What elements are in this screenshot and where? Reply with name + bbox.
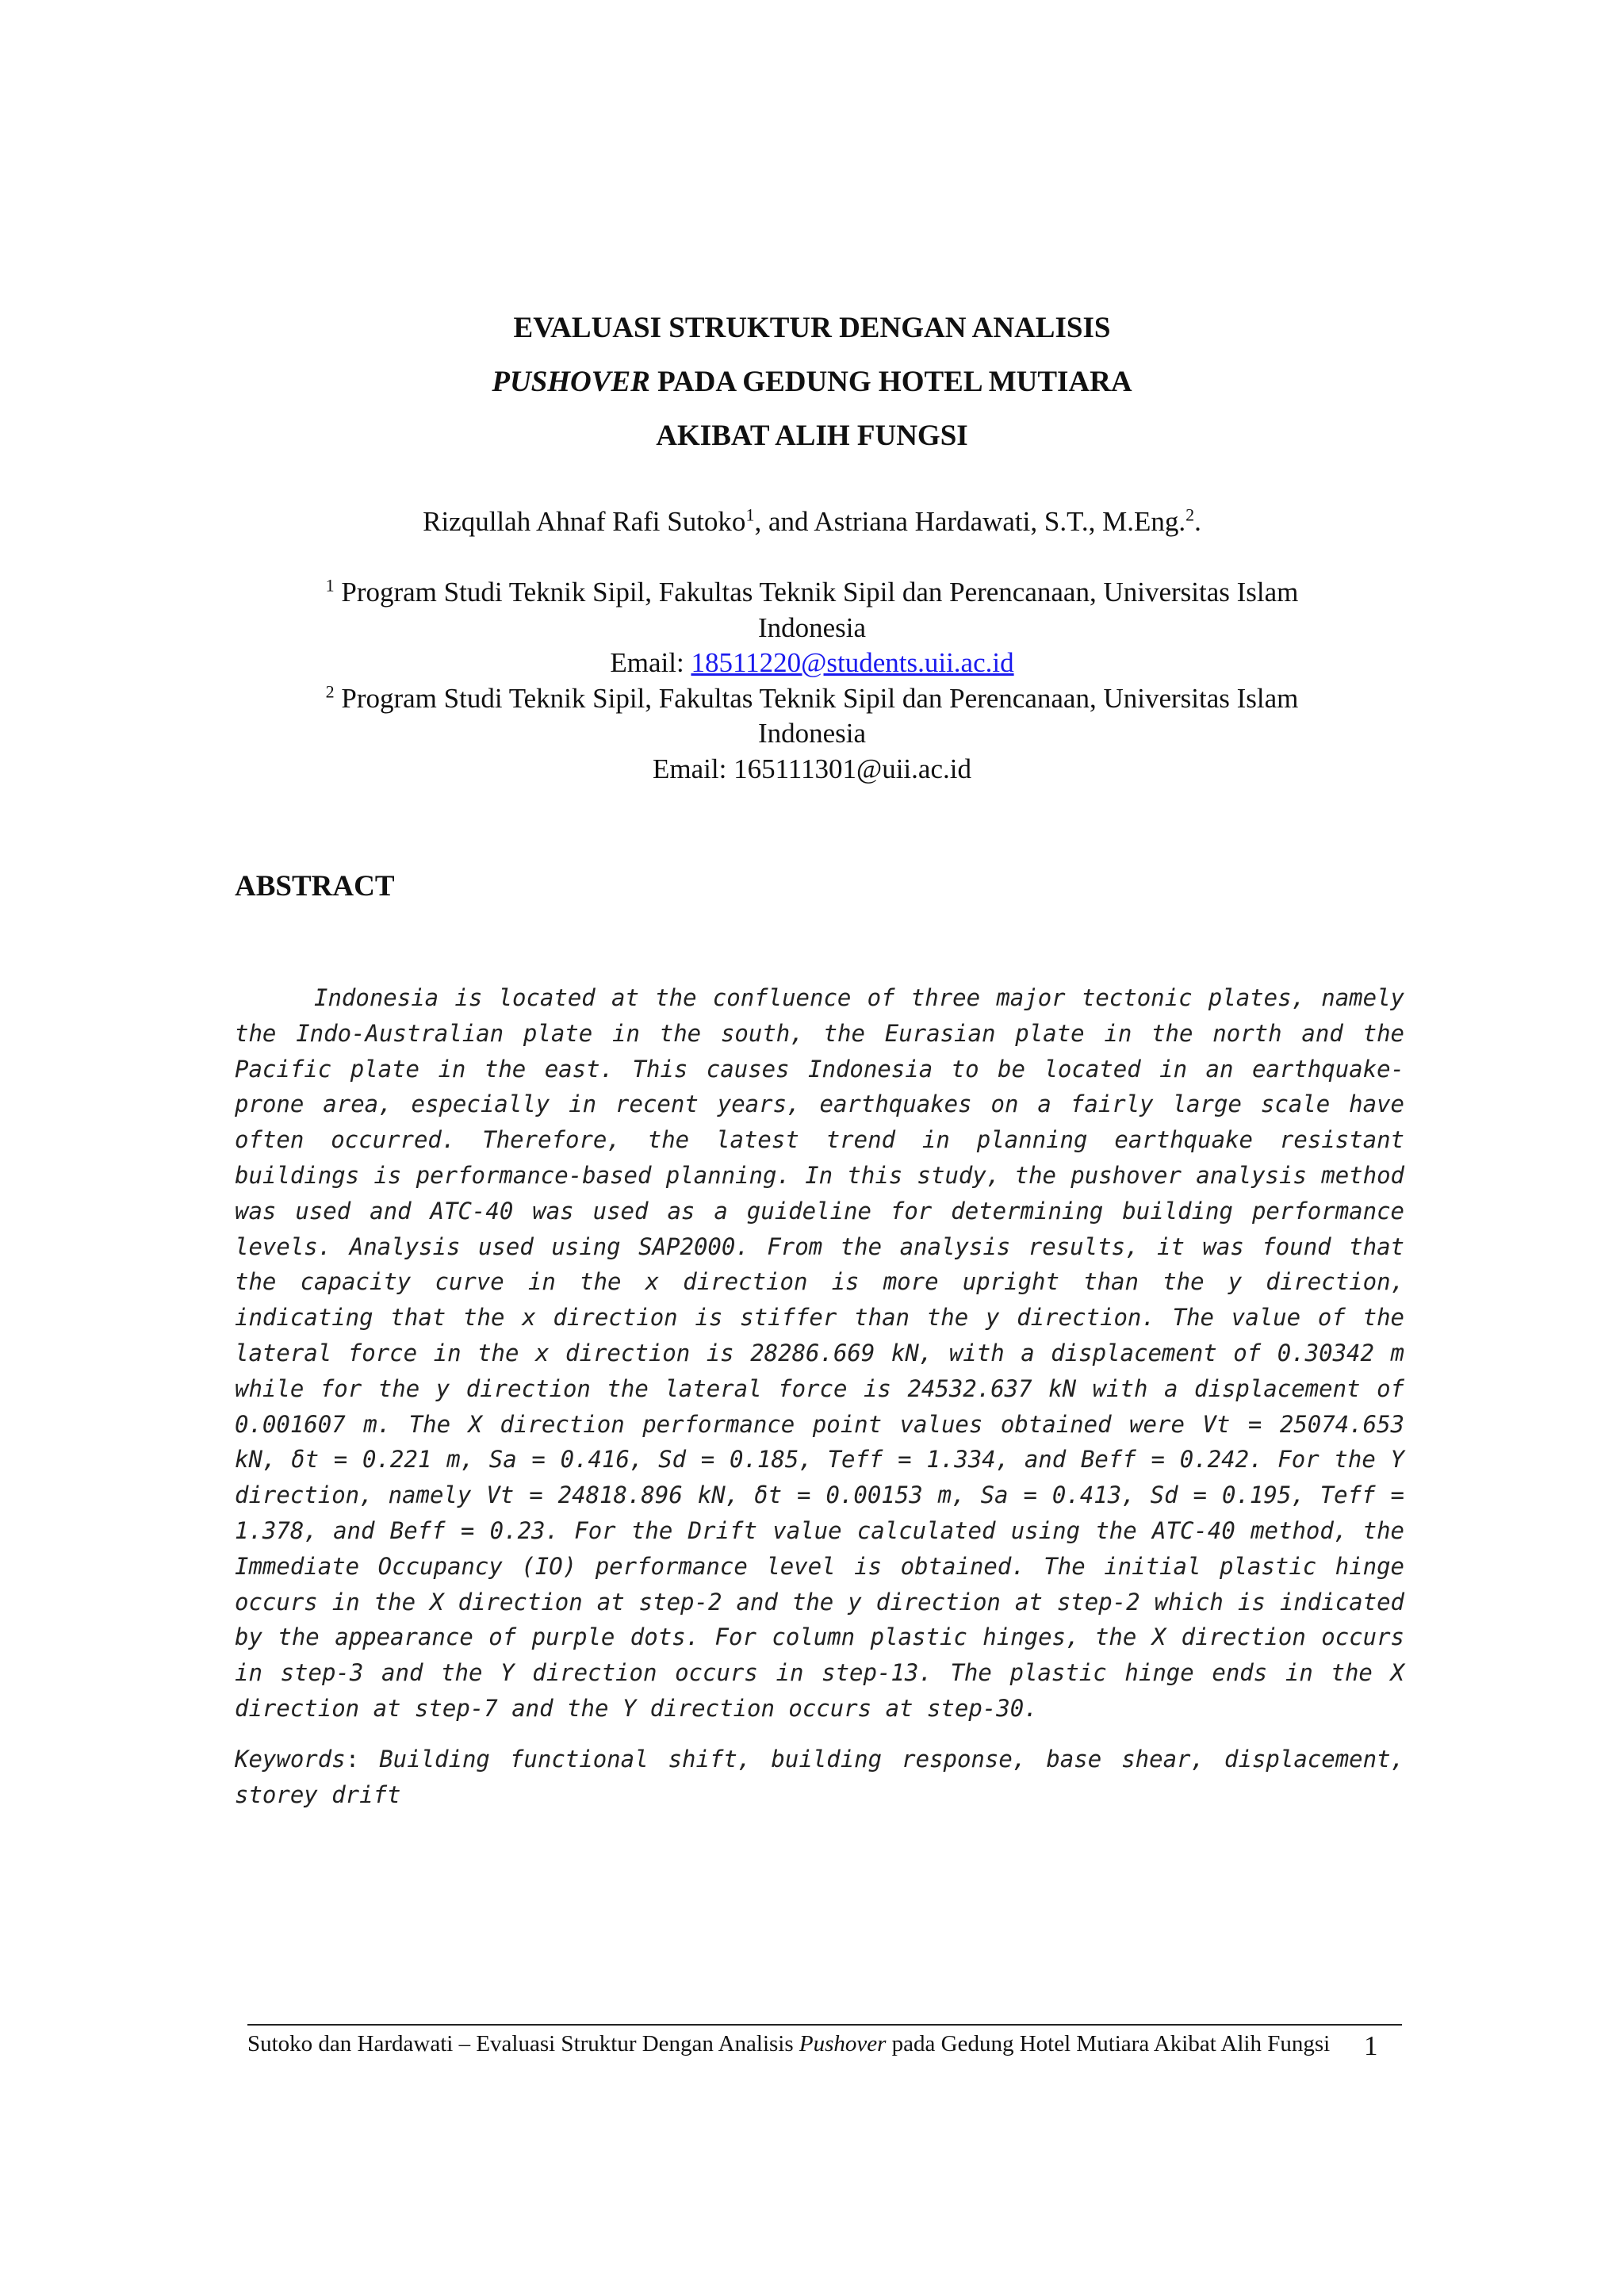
abstract-body: Indonesia is located at the confluence of three major tectonic plates, namely the Indo-Australian plate in the south, the Eurasian plate in the north and the Pacific plate in the east. This causes Indonesia to be located in an earthquake-prone area, especially in recent years, earthquakes on a fairly large scale have often occurred. Therefore, the latest trend in planning earthquake resistant buildings is performance-based planning. In this study, the pushover analysis method was used and ATC-40 was used as a guideline for determining building performance levels. Analysis used using SAP2000. From the analysis results, it was found that the capacity curve in the x direction is more upright than the y direction, indicating that the x direction is stiffer than the y direction. The value of the lateral force in the x direction is 28286.669 kN, with a displacement of 0.30342 m while for the y direction the lateral force is 24532.637 kN with a displacement of 0.001607 m. The X direction performance point values obtained were Vt = 25074.653 kN, δt = 0.221 m, Sa = 0.416, Sd = 0.185, Teff = 1.334, and Beff = 0.242. For the Y direction, namely Vt = 24818.896 kN, δt = 0.00153 m, Sa = 0.413, Sd = 0.195, Teff = 1.378, and Beff = 0.23. For the Drift value calculated using the ATC-40 method, the Immediate Occupancy (IO) performance level is obtained. The initial plastic hinge occurs in the X direction at step-2 and the y direction at step-2 which is indicated by the appearance of purple dots. For column plastic hinges, the X direction occurs in step-3 and the Y direction occurs in step-13. The plastic hinge ends in the X direction at step-7 and the Y direction occurs at step-30. [235, 984, 1404, 1722]
affiliation-1-email-link[interactable]: 18511220@students.uii.ac.id [691, 647, 1014, 678]
keywords-colon: : [345, 1746, 360, 1773]
affiliation-2-sup: 2 [325, 680, 335, 701]
keywords-label: Keywords [235, 1746, 346, 1773]
title-line-2-rest: PADA GEDUNG HOTEL MUTIARA [649, 366, 1132, 398]
author-end: . [1194, 506, 1201, 537]
affiliation-1-sup: 1 [325, 575, 335, 596]
title-line-2 [0, 355, 1624, 409]
keywords-text: Building functional shift, building response, base shear, displacement, storey drift [235, 1746, 1404, 1808]
author-1-name: Rizqullah Ahnaf Rafi Sutoko [423, 506, 746, 537]
affiliation-2-email: 165111301@uii.ac.id [733, 753, 971, 784]
affiliation-2-email-label: Email: [653, 753, 734, 784]
affiliation-2-text: Program Studi Teknik Sipil, Fakultas Teknik Sipil dan Perencanaan, Universitas Islam [334, 682, 1299, 714]
running-footer [247, 2029, 1342, 2059]
affiliation-2-line-2: Indonesia [757, 718, 867, 749]
footer-authors: Sutoko dan Hardawati – Evaluasi Struktur Dengan Analisis [247, 2031, 799, 2056]
affiliation-2-line-1 [0, 681, 1624, 717]
footer-divider [247, 2024, 1402, 2026]
affiliation-1-text: Program Studi Teknik Sipil, Fakultas Teknik Sipil dan Perencanaan, Universitas Islam [334, 577, 1299, 608]
affiliation-1-email-label: Email: [610, 647, 691, 678]
affiliation-1-email-line [0, 646, 1624, 681]
title-line-3: AKIBAT ALIH FUNGSI [656, 420, 968, 452]
author-2-sup: 2 [1185, 504, 1195, 525]
paper-title [0, 301, 1624, 463]
affiliations [0, 575, 1624, 787]
author-list [0, 504, 1624, 539]
affiliation-2-email-line [0, 752, 1624, 788]
author-1-sup: 1 [745, 504, 755, 525]
author-connector: , and Astriana Hardawati, S.T., M.Eng. [754, 506, 1186, 537]
page-number: 1 [1364, 2030, 1378, 2061]
affiliation-1-line-2: Indonesia [757, 611, 867, 643]
title-pushover-italic: PUSHOVER [492, 366, 650, 398]
keywords [235, 1742, 1404, 1813]
title-line-1: EVALUASI STRUKTUR DENGAN ANALISIS [513, 312, 1111, 344]
affiliation-1-line-1 [0, 575, 1624, 611]
footer-rest: pada Gedung Hotel Mutiara Akibat Alih Fungsi [886, 2031, 1331, 2056]
footer-italic: Pushover [799, 2031, 887, 2056]
abstract-heading: ABSTRACT [235, 870, 395, 903]
